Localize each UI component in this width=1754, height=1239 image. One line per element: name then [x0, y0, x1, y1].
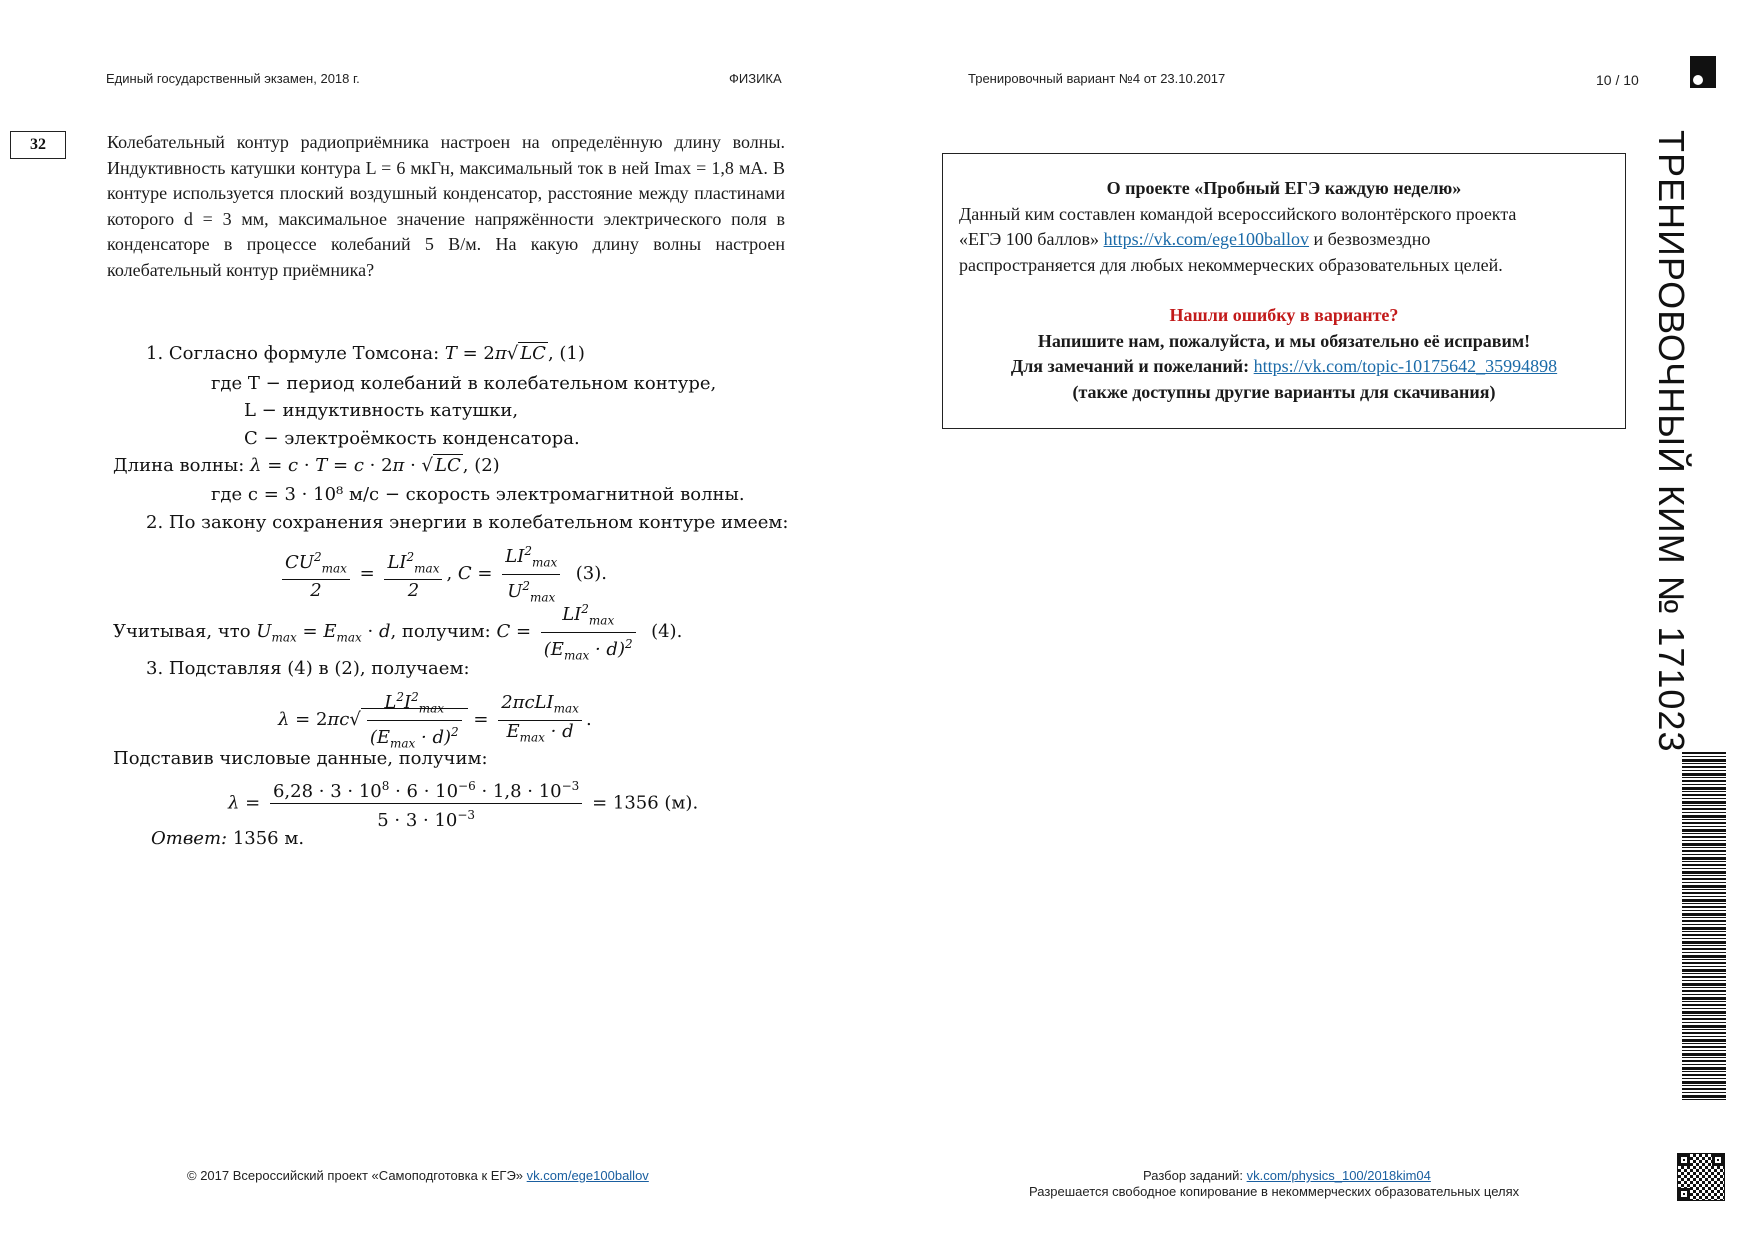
project-info-box [942, 153, 1626, 429]
project-line-2 [959, 227, 1609, 253]
obtain-label: , получим: [390, 621, 491, 643]
page-number: 10 / 10 [1596, 72, 1639, 88]
lambda-derivation: λ = 2πc√ $\frac{L^2I^2_{max}}{(E_{max} \cdot d)^2}$ = $\frac{2\pi cLI_{max}}{E_{max} \cdot d}$ . [278, 686, 592, 754]
energy-equation: $\frac{CU^2_{max}}{2}$ = $\frac{LI^2_{max}}{2}$ , C = $\frac{LI^2_{max}}{U^2_{max}}$ (3). [278, 540, 607, 608]
footer-analysis [1143, 1168, 1431, 1183]
qr-code-icon [1678, 1154, 1724, 1200]
exam-title: Единый государственный экзамен, 2018 г. [106, 71, 360, 86]
eq1-number: (1) [559, 343, 585, 364]
eq2-number: (2) [474, 455, 500, 476]
numeric-result: = 1356 (м). [592, 792, 699, 814]
also-available: (также доступны другие варианты для скачивания) [1072, 381, 1496, 402]
eq4-number: (4). [651, 621, 683, 643]
analysis-link[interactable]: vk.com/physics_100/2018kim04 [1246, 1168, 1431, 1183]
task-text: Колебательный контур радиоприёмника настроен на определённую длину волны. Индуктивность катушки контура L = 6 мкГн, максимальный ток в ней Imax = 1,8 мА. В контуре используется плоский воздушный конденсатор, расстояние между пластинами которого d = 3 мм, максимальное значение напряжённости электрического поля в конденсаторе в процессе колебаний 5 В/м. На какую длину волны настроен колебательный контур приёмника? [107, 132, 785, 280]
side-title: ТРЕНИРОВОЧНЫЙ КИМ № 171023 [1651, 130, 1692, 753]
project-link[interactable]: https://vk.com/ege100ballov [1103, 229, 1310, 249]
where-T: где T − период колебаний в колебательном контуре, [211, 373, 717, 394]
corner-marker-icon [1690, 56, 1716, 88]
error-title: Нашли ошибку в варианте? [1169, 305, 1399, 325]
wave-length-formula: Длина волны: λ = c · T = c · 2π · √ LC , (2) [113, 455, 500, 476]
variant-label: Тренировочный вариант №4 от 23.10.2017 [968, 71, 1226, 86]
capacitance-formula: Учитывая, что $U_{max} = E_{max} \cdot d$, получим: C = $\frac{LI^2_{max}}{(E_{max} \cdot d)^2}$ (4). [113, 598, 682, 666]
project-line-2-tail: и безвозмездно [1313, 229, 1431, 249]
feedback-label: Для замечаний и пожеланий: [1010, 356, 1250, 376]
copyright-link[interactable]: vk.com/ege100ballov [526, 1168, 649, 1183]
answer-value: 1356 м. [232, 828, 305, 849]
subject-label: ФИЗИКА [729, 71, 782, 86]
copyright-text: © 2017 Всероссийский проект «Самоподготовка к ЕГЭ» [187, 1168, 524, 1183]
feedback-line [959, 354, 1609, 380]
where-L: L − индуктивность катушки, [244, 400, 519, 421]
numeric-intro: Подставив числовые данные, получим: [113, 748, 488, 769]
barcode-icon [1682, 752, 1726, 1100]
answer [151, 828, 304, 849]
analysis-label: Разбор заданий: [1143, 1168, 1243, 1183]
wave-label: Длина волны: [113, 455, 245, 476]
feedback-link[interactable]: https://vk.com/topic-10175642_35994898 [1253, 356, 1558, 376]
task-number: 32 [10, 131, 66, 159]
answer-label: Ответ: [151, 828, 228, 849]
step1-label: 1. Согласно формуле Томсона: [146, 343, 440, 364]
project-line-3: распространяется для любых некоммерческих образовательных целей. [959, 254, 1503, 275]
considering-label: Учитывая, что [113, 621, 251, 643]
c-definition: где c = 3 · 10⁸ м/с − скорость электромагнитной волны. [211, 484, 745, 505]
footer-copyright [187, 1168, 649, 1183]
solution-step-3: 3. Подставляя (4) в (2), получаем: [146, 658, 470, 679]
project-name: «ЕГЭ 100 баллов» [959, 229, 1100, 249]
project-title: О проекте «Пробный ЕГЭ каждую неделю» [1106, 178, 1462, 198]
footer-license: Разрешается свободное копирование в некоммерческих образовательных целях [1029, 1184, 1520, 1199]
where-C: C − электроёмкость конденсатора. [244, 428, 580, 449]
error-line: Напишите нам, пожалуйста, и мы обязательно её исправим! [1037, 330, 1531, 351]
solution-step-1: 1. Согласно формуле Томсона: T = 2π√ LC , (1) [146, 343, 585, 364]
project-line-1: Данный ким составлен командой всероссийского волонтёрского проекта [959, 203, 1517, 224]
solution-step-2: 2. По закону сохранения энергии в колебательном контуре имеем: [146, 512, 789, 533]
numeric-calculation: λ = $\frac{6,28 \cdot 3 \cdot 10^8 \cdot 6 \cdot 10^{-6} \cdot 1,8 \cdot 10^{-3}}{5 \cdot 3 \cdot 10^{-3}}$ = 1356 (м). [228, 775, 698, 832]
eq3-number: (3). [575, 563, 607, 585]
